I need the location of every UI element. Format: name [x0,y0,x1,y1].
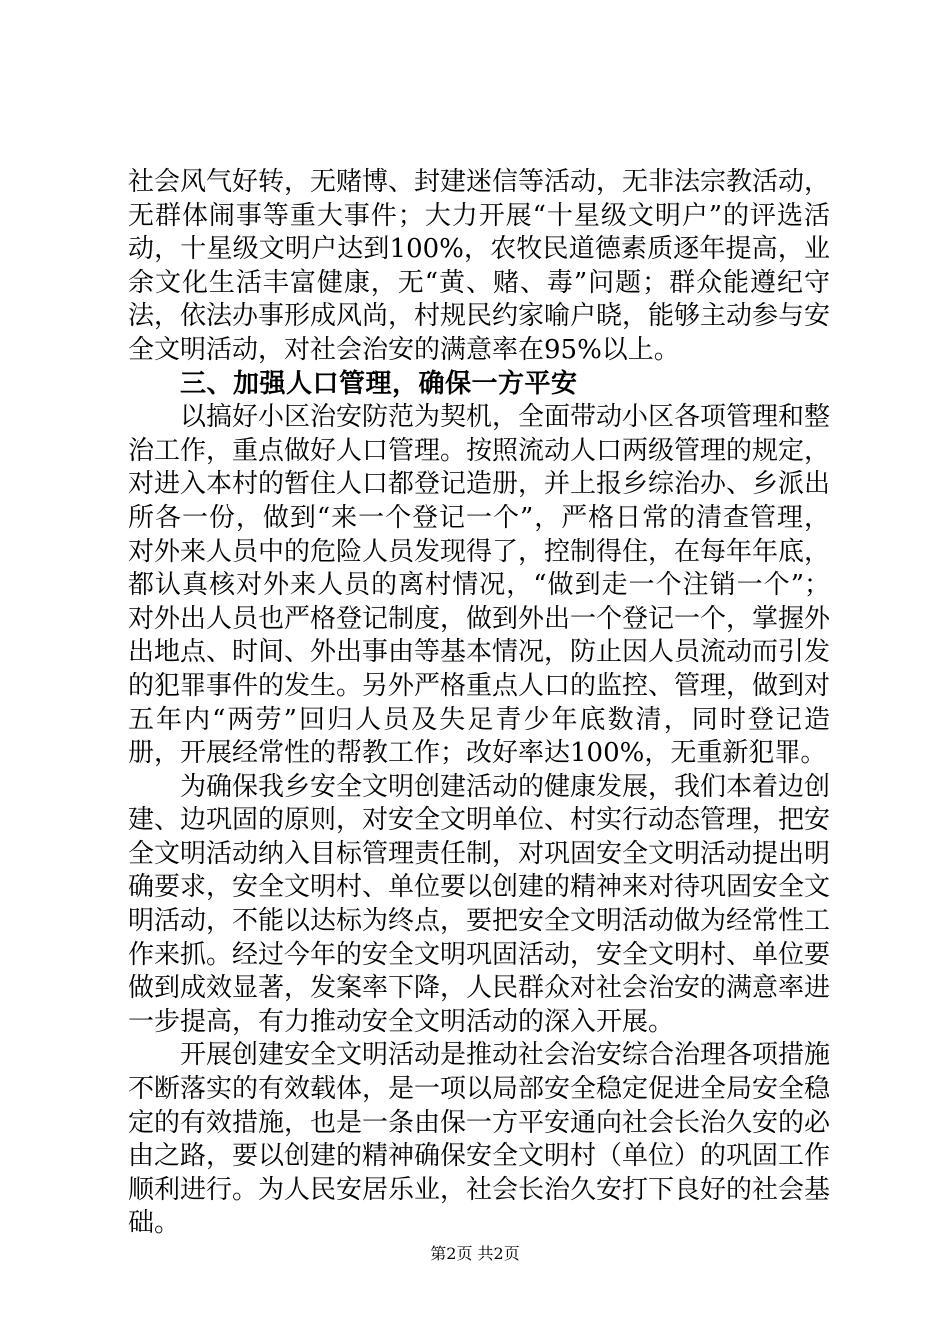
page-footer: 第2页 共2页 [430,1244,520,1263]
paragraph-continued: 社会风气好转，无赌博、封建迷信等活动，无非法宗教活动，无群体闹事等重大事件；大力开展“十星级文明户”的评选活动，十星级文明户达到100%，农牧民道德素质逐年提高，业余文化生活丰富健康，无“黄、赌、毒”问题；群众能遵纪守法，依法办事形成风尚，村规民约家喻户晓，能够主动参与安全文明活动，对社会治安的满意率在95%以上。 [128,167,831,365]
paragraph-population-management: 以搞好小区治安防范为契机，全面带动小区各项管理和整治工作，重点做好人口管理。按照流动人口两级管理的规定，对进入本村的暂住人口都登记造册，并上报乡综治办、乡派出所各一份，做到“来一个登记一个”，严格日常的清查管理，对外来人员中的危险人员发现得了，控制得住，在每年年底，都认真核对外来人员的离村情况，“做到走一个注销一个”；对外出人员也严格登记制度，做到外出一个登记一个，掌握外出地点、时间、外出事由等基本情况，防止因人员流动而引发的犯罪事件的发生。另外严格重点人口的监控、管理，做到对五年内“两劳”回归人员及失足青少年底数清，同时登记造册，开展经常性的帮教工作；改好率达100%，无重新犯罪。 [128,402,831,769]
paragraph-consolidation: 为确保我乡安全文明创建活动的健康发展，我们本着边创建、边巩固的原则，对安全文明单位、村实行动态管理，把安全文明活动纳入目标管理责任制，对巩固安全文明活动提出明确要求，安全文明村、单位要以创建的精神来对待巩固安全文明活动，不能以达标为终点，要把安全文明活动做为经常性工作来抓。经过今年的安全文明巩固活动，安全文明村、单位要做到成效显著，发案率下降，人民群众对社会治安的满意率进一步提高，有力推动安全文明活动的深入开展。 [128,771,831,1037]
paragraph-conclusion: 开展创建安全文明活动是推动社会治安综合治理各项措施不断落实的有效载体，是一项以局部安全稳定促进全局安全稳定的有效措施，也是一条由保一方平安通向社会长治久安的必由之路，要以创建的精神确保安全文明村（单位）的巩固工作顺利进行。为人民安居乐业，社会长治久安打下良好的社会基础。 [128,1040,831,1239]
section-heading: 三、加强人口管理，确保一方平安 [180,368,578,399]
document-body [128,166,830,1241]
